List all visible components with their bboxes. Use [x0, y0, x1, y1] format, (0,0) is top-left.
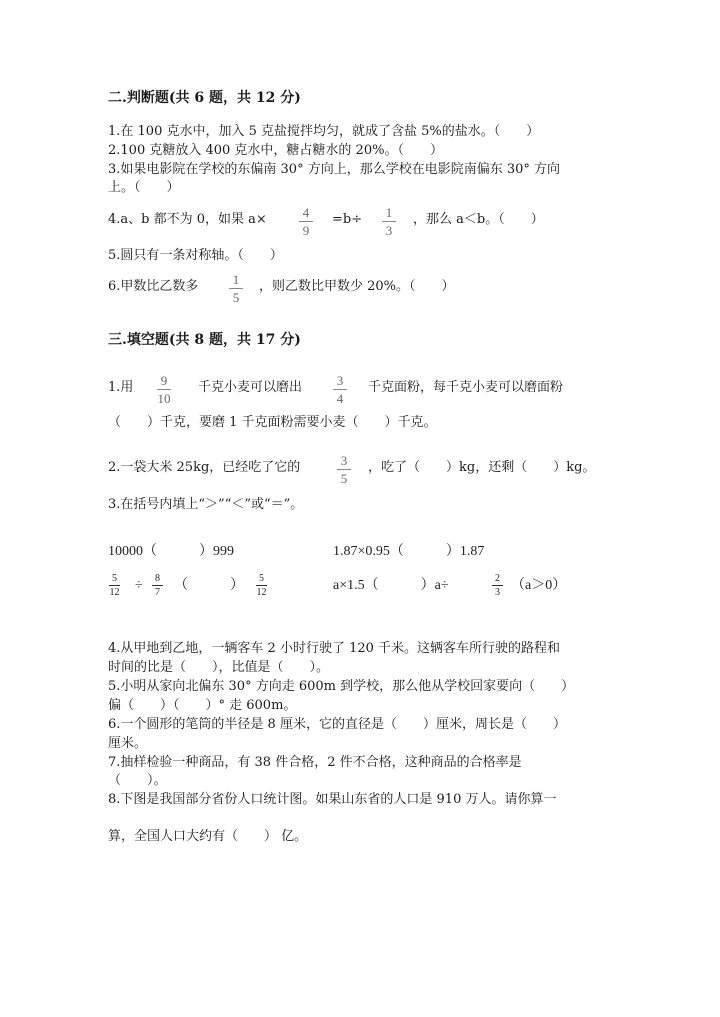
- fraction-bar: [152, 585, 163, 586]
- fraction-bar: [229, 288, 243, 289]
- compare-row2-fraction-1: [109, 573, 120, 598]
- question-3-1-fraction-1: [157, 373, 171, 406]
- fraction-denominator: 7: [155, 587, 160, 598]
- fraction-numerator: 3: [340, 453, 348, 468]
- question-3-7-line1: 7.抽样检验一种商品，有 38 件合格，2 件不合格，这种商品的合格率是: [108, 755, 522, 770]
- question-2-6-text-a: 6.甲数比乙数多: [108, 279, 199, 294]
- fraction-denominator: 5: [232, 290, 240, 305]
- question-2-3-line1: 3.如果电影院在学校的东偏南 30° 方向上，那么学校在电影院南偏东 30° 方向: [108, 162, 561, 177]
- question-2-3-line2: 上。（ ）: [108, 180, 180, 195]
- question-2-5: 5.圆只有一条对称轴。（ ）: [108, 248, 283, 263]
- compare-row2-fraction-3: [256, 573, 267, 598]
- question-3-2-fraction: [337, 453, 351, 486]
- section2-title: 二.判断题(共 6 题，共 12 分): [108, 90, 301, 106]
- fraction-denominator: 4: [336, 391, 344, 406]
- question-3-5-line2: 偏（ ）（ ）° 走 600m。: [108, 698, 297, 713]
- question-3-1-fraction-2: [333, 373, 347, 406]
- compare-row1-left: 10000（ ）999: [108, 544, 234, 559]
- fraction-numerator: 1: [385, 205, 393, 220]
- question-3-8-line2: 算，全国人口大约有（ ） 亿。: [108, 829, 308, 844]
- question-3-4-line2: 时间的比是（ ），比值是（ ）。: [108, 660, 330, 675]
- compare-row2-divide-sign: ÷: [135, 578, 143, 593]
- fraction-bar: [157, 389, 171, 390]
- question-3-3: 3.在括号内填上“＞”“＜”或“＝”。: [108, 497, 304, 512]
- compare-row2-right-fraction: [492, 573, 503, 598]
- fraction-numerator: 4: [302, 205, 310, 220]
- fraction-numerator: 5: [112, 573, 117, 584]
- fraction-numerator: 1: [232, 272, 240, 287]
- compare-row2-right-text-c: （a＞0）: [511, 578, 567, 593]
- fraction-bar: [337, 469, 351, 470]
- fraction-numerator: 2: [495, 573, 500, 584]
- question-3-2-text-b: ，吃了（ ）kg，还剩（ ）kg。: [368, 460, 596, 475]
- fraction-bar: [333, 389, 347, 390]
- question-3-6-line2: 厘米。: [108, 736, 148, 751]
- question-2-2: 2.100 克糖放入 400 克水中，糖占糖水的 20%。（ ）: [108, 143, 443, 158]
- question-3-1-text-a: 1.用: [108, 380, 134, 395]
- question-3-7-line2: （ ）。: [108, 773, 167, 788]
- question-3-1-line2: （ ）千克，要磨 1 千克面粉需要小麦（ ）千克。: [108, 415, 437, 430]
- section3-title: 三.填空题(共 8 题，共 17 分): [108, 332, 301, 348]
- question-2-4-text-c: ，那么 a＜b。（ ）: [413, 212, 544, 227]
- question-3-5-line1: 5.小明从家向北偏东 30° 方向走 600m 到学校，那么他从学校回家要向（ ）: [108, 679, 575, 694]
- compare-row2-fraction-2: [152, 573, 163, 598]
- question-2-6-fraction: [229, 272, 243, 305]
- fraction-numerator: 5: [259, 573, 264, 584]
- fraction-numerator: 3: [336, 373, 344, 388]
- question-2-4-text-b: =b÷: [332, 212, 363, 227]
- fraction-denominator: 12: [256, 587, 267, 598]
- fraction-denominator: 5: [340, 471, 348, 486]
- question-2-6-text-b: ，则乙数比甲数少 20%。（ ）: [259, 279, 455, 294]
- question-3-6-line1: 6.一个圆形的笔筒的半径是 8 厘米，它的直径是（ ）厘米，周长是（ ）: [108, 717, 566, 732]
- question-3-1-text-b: 千克小麦可以磨出: [198, 380, 303, 395]
- question-3-8-line1: 8.下图是我国部分省份人口统计图。如果山东省的人口是 910 万人。请你算一: [108, 792, 557, 807]
- question-2-1: 1.在 100 克水中，加入 5 克盐搅拌均匀，就成了含盐 5%的盐水。（ ）: [108, 124, 540, 139]
- fraction-bar: [109, 585, 120, 586]
- question-2-4-fraction-2: [382, 205, 396, 238]
- compare-row1-right: 1.87×0.95（ ）1.87: [333, 544, 485, 559]
- fraction-bar: [256, 585, 267, 586]
- compare-row2-right-text-a: a×1.5（ ）a÷: [333, 578, 449, 593]
- question-3-2-text-a: 2.一袋大米 25kg，已经吃了它的: [108, 460, 301, 475]
- fraction-denominator: 12: [109, 587, 120, 598]
- question-2-4-fraction-1: [299, 205, 313, 238]
- fraction-bar: [382, 221, 396, 222]
- question-3-1-text-c: 千克面粉，每千克小麦可以磨面粉: [368, 380, 564, 395]
- question-2-4-text-a: 4.a、b 都不为 0，如果 a×: [108, 212, 267, 227]
- fraction-bar: [492, 585, 503, 586]
- fraction-bar: [299, 221, 313, 222]
- fraction-numerator: 8: [155, 573, 160, 584]
- fraction-denominator: 10: [157, 391, 171, 406]
- fraction-denominator: 3: [385, 223, 393, 238]
- compare-row2-blank: （ ）: [174, 578, 244, 593]
- question-3-4-line1: 4.从甲地到乙地，一辆客车 2 小时行驶了 120 千米。这辆客车所行驶的路程和: [108, 641, 561, 656]
- fraction-numerator: 9: [160, 373, 168, 388]
- fraction-denominator: 3: [495, 587, 500, 598]
- fraction-denominator: 9: [302, 223, 310, 238]
